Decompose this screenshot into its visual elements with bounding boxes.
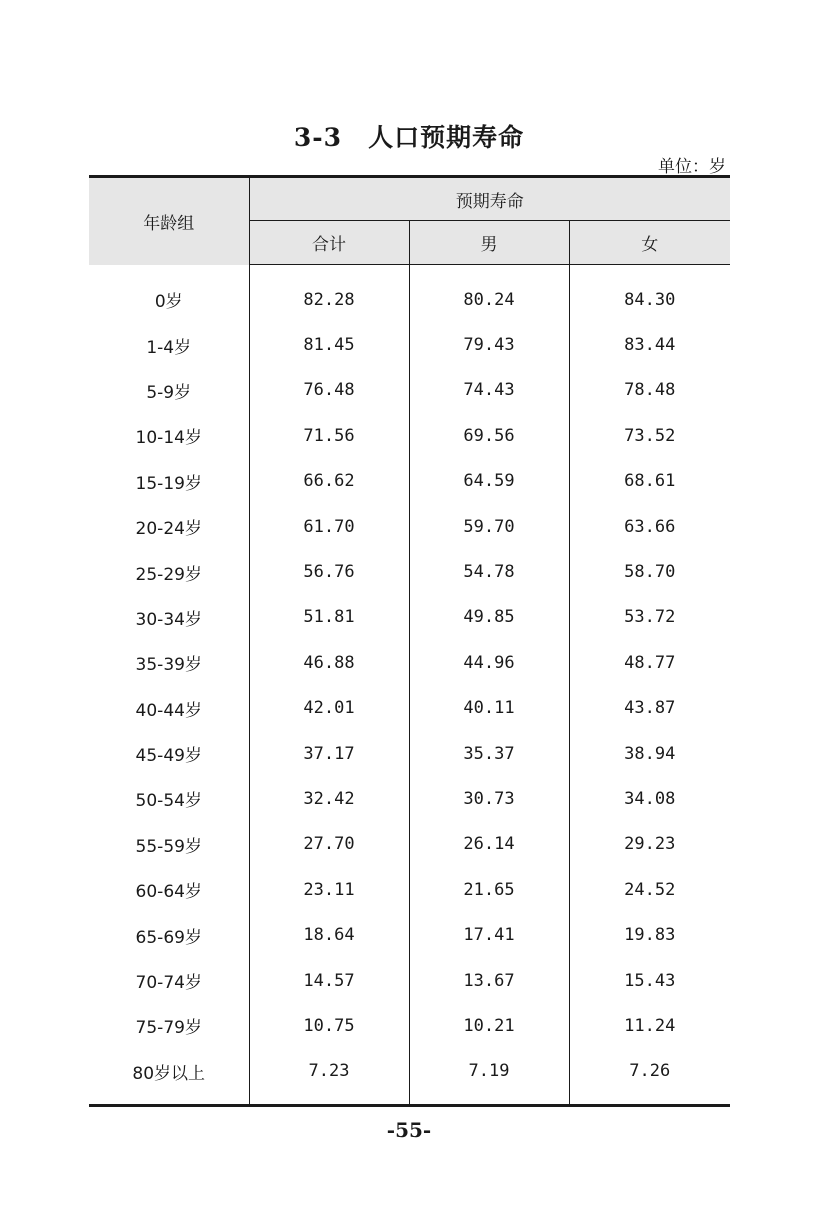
cell-total: 14.57	[249, 958, 409, 1003]
cell-age-group: 30-34岁	[135, 609, 202, 630]
cell-female: 43.87	[569, 686, 730, 731]
cell-total: 51.81	[249, 595, 409, 640]
cell-female: 58.70	[569, 549, 730, 594]
cell-female: 19.83	[569, 912, 730, 957]
table-row	[89, 958, 730, 1003]
column-header-male: 男	[409, 221, 569, 265]
cell-age-group: 40-44岁	[135, 700, 202, 721]
cell-female: 68.61	[569, 459, 730, 504]
cell-age-group: 0岁	[154, 291, 183, 312]
cell-male: 79.43	[409, 322, 569, 367]
cell-total: 42.01	[249, 686, 409, 731]
cell-female: 34.08	[569, 776, 730, 821]
cell-male: 74.43	[409, 368, 569, 413]
table-row	[89, 1049, 730, 1104]
cell-total: 56.76	[249, 549, 409, 594]
cell-male: 21.65	[409, 867, 569, 912]
cell-total: 32.42	[249, 776, 409, 821]
cell-male: 80.24	[409, 265, 569, 323]
cell-total: 7.23	[249, 1049, 409, 1104]
cell-age-group: 65-69岁	[135, 927, 202, 948]
cell-total: 81.45	[249, 322, 409, 367]
cell-total: 27.70	[249, 822, 409, 867]
cell-age-group: 45-49岁	[135, 746, 202, 767]
cell-age-group: 50-54岁	[135, 791, 202, 812]
cell-female: 11.24	[569, 1003, 730, 1048]
table-row	[89, 595, 730, 640]
cell-male: 35.37	[409, 731, 569, 776]
cell-female: 7.26	[569, 1049, 730, 1104]
cell-total: 66.62	[249, 459, 409, 504]
cell-male: 49.85	[409, 595, 569, 640]
cell-female: 83.44	[569, 322, 730, 367]
cell-total: 10.75	[249, 1003, 409, 1048]
cell-male: 64.59	[409, 459, 569, 504]
cell-female: 63.66	[569, 504, 730, 549]
cell-male: 54.78	[409, 549, 569, 594]
cell-age-group: 20-24岁	[135, 519, 202, 540]
cell-age-group: 70-74岁	[135, 973, 202, 994]
cell-male: 17.41	[409, 912, 569, 957]
cell-total: 76.48	[249, 368, 409, 413]
table-header	[89, 177, 730, 265]
cell-age-group: 35-39岁	[135, 655, 202, 676]
cell-female: 48.77	[569, 640, 730, 685]
table-row	[89, 776, 730, 821]
table-row	[89, 640, 730, 685]
column-header-female: 女	[569, 221, 730, 265]
page-number: -55-	[386, 1118, 432, 1142]
cell-age-group: 25-29岁	[135, 564, 202, 585]
cell-female: 78.48	[569, 368, 730, 413]
life-expectancy-table	[89, 175, 730, 1107]
table-row	[89, 867, 730, 912]
cell-age-group: 15-19岁	[135, 473, 202, 494]
cell-male: 10.21	[409, 1003, 569, 1048]
cell-male: 26.14	[409, 822, 569, 867]
unit-label: 单位：岁	[658, 157, 726, 177]
table-row	[89, 1003, 730, 1048]
cell-age-group: 75-79岁	[135, 1018, 202, 1039]
table-row	[89, 413, 730, 458]
cell-total: 82.28	[249, 265, 409, 323]
cell-male: 44.96	[409, 640, 569, 685]
cell-total: 46.88	[249, 640, 409, 685]
table-row	[89, 265, 730, 323]
cell-female: 84.30	[569, 265, 730, 323]
cell-male: 69.56	[409, 413, 569, 458]
cell-total: 61.70	[249, 504, 409, 549]
table-row	[89, 686, 730, 731]
table-row	[89, 912, 730, 957]
table-row	[89, 549, 730, 594]
table-row	[89, 504, 730, 549]
cell-female: 38.94	[569, 731, 730, 776]
age-group-header: 年龄组	[89, 177, 249, 265]
data-table	[89, 175, 730, 1104]
cell-total: 37.17	[249, 731, 409, 776]
table-row	[89, 731, 730, 776]
cell-female: 24.52	[569, 867, 730, 912]
table-body	[89, 265, 730, 1105]
cell-male: 59.70	[409, 504, 569, 549]
column-header-total: 合计	[249, 221, 409, 265]
cell-female: 53.72	[569, 595, 730, 640]
table-row	[89, 822, 730, 867]
cell-total: 71.56	[249, 413, 409, 458]
cell-age-group: 80岁以上	[132, 1063, 206, 1084]
cell-male: 13.67	[409, 958, 569, 1003]
cell-female: 15.43	[569, 958, 730, 1003]
life-expectancy-group-header: 预期寿命	[249, 177, 730, 221]
cell-total: 18.64	[249, 912, 409, 957]
cell-age-group: 1-4岁	[146, 337, 192, 358]
cell-male: 40.11	[409, 686, 569, 731]
cell-male: 7.19	[409, 1049, 569, 1104]
page-title: 3-3 人口预期寿命	[293, 123, 525, 152]
cell-male: 30.73	[409, 776, 569, 821]
cell-age-group: 60-64岁	[135, 882, 202, 903]
cell-age-group: 10-14岁	[135, 428, 202, 449]
cell-female: 73.52	[569, 413, 730, 458]
table-bottom-rule	[89, 1104, 730, 1107]
table-row	[89, 322, 730, 367]
table-row	[89, 459, 730, 504]
table-row	[89, 368, 730, 413]
cell-female: 29.23	[569, 822, 730, 867]
cell-age-group: 55-59岁	[135, 836, 202, 857]
cell-age-group: 5-9岁	[146, 382, 192, 403]
cell-total: 23.11	[249, 867, 409, 912]
